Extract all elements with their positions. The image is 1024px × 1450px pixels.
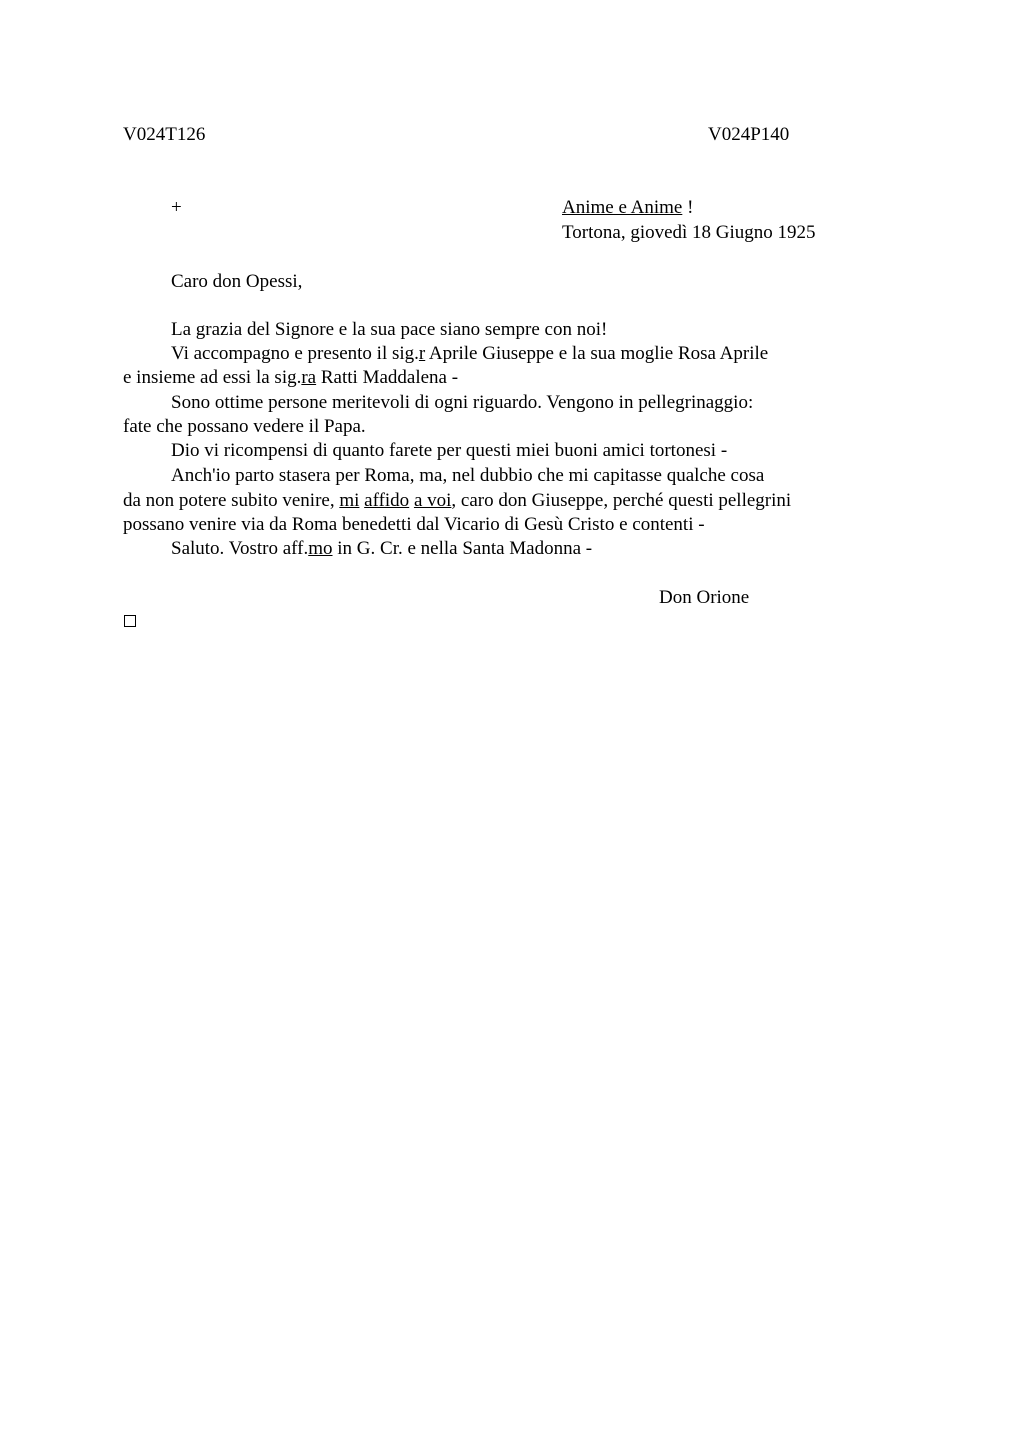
motto-underlined: Anime e Anime — [562, 197, 683, 218]
paragraph-1: La grazia del Signore e la sua pace siano sempre con noi! — [171, 319, 608, 340]
signature: Don Orione — [659, 587, 750, 608]
underlined-abbrev: mo — [308, 538, 333, 559]
text-span: Aprile Giuseppe e la sua moglie Rosa Aprile — [425, 343, 769, 364]
underlined-abbrev: r — [418, 343, 426, 364]
paragraph-5-line-1: Anch'io parto stasera per Roma, ma, nel dubbio che mi capitasse qualche cosa — [171, 465, 765, 486]
paragraph-2-line-2 — [123, 366, 458, 390]
underlined-word: affido — [364, 490, 410, 511]
paragraph-2-line-1 — [171, 342, 768, 366]
paragraph-4: Dio vi ricompensi di quanto farete per questi miei buoni amici tortonesi - — [171, 440, 728, 461]
closing — [171, 537, 592, 561]
text-span: e insieme ad essi la sig. — [123, 367, 302, 388]
paragraph-3-line-2: fate che possano vedere il Papa. — [123, 416, 366, 437]
text-span: Ratti Maddalena - — [316, 367, 459, 388]
document-code-right: V024P140 — [708, 124, 790, 145]
salutation: Caro don Opessi, — [171, 271, 303, 292]
text-span: Vi accompagno e presento il sig. — [171, 343, 419, 364]
underlined-word: mi — [339, 490, 360, 511]
motto-tail: ! — [682, 197, 694, 218]
paragraph-3-line-1: Sono ottime persone meritevoli di ogni riguardo. Vengono in pellegrinaggio: — [171, 392, 754, 413]
place-date: Tortona, giovedì 18 Giugno 1925 — [562, 222, 816, 243]
text-span: , caro don Giuseppe, perché questi pellegrini — [451, 490, 792, 511]
text-span: Saluto. Vostro aff. — [171, 538, 309, 559]
underlined-abbrev: ra — [301, 367, 317, 388]
text-span: in G. Cr. e nella Santa Madonna - — [332, 538, 593, 559]
document-code-left: V024T126 — [123, 124, 206, 145]
paragraph-5-line-2 — [123, 489, 791, 513]
end-marker-box — [124, 615, 136, 627]
motto — [562, 196, 693, 220]
text-span: da non potere subito venire, — [123, 490, 340, 511]
cross-symbol: + — [171, 197, 182, 218]
underlined-word: a voi — [413, 490, 452, 511]
paragraph-5-line-3: possano venire via da Roma benedetti dal Vicario di Gesù Cristo e contenti - — [123, 514, 705, 535]
